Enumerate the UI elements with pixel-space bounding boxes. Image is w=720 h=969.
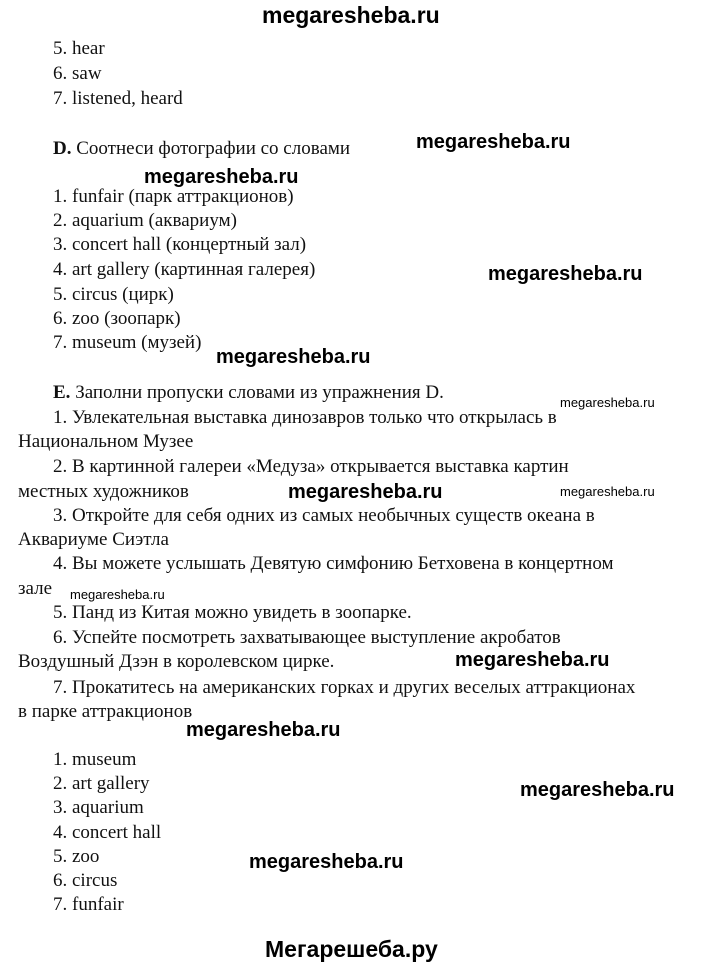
section-d-item: 3. concert hall (концертный зал) [53, 234, 307, 255]
section-e-answer: 4. concert hall [53, 822, 162, 843]
watermark: megaresheba.ru [186, 719, 341, 741]
section-d-item: 7. museum (музей) [53, 332, 202, 353]
prev-item: 7. listened, heard [53, 88, 183, 109]
page-header-watermark: megaresheba.ru [262, 2, 440, 28]
prev-item: 5. hear [53, 38, 105, 59]
watermark: megaresheba.ru [70, 587, 165, 602]
section-e-line: Аквариуме Сиэтла [18, 529, 169, 550]
section-e-answer: 7. funfair [53, 894, 124, 915]
section-e-answer: 3. aquarium [53, 797, 144, 818]
watermark: megaresheba.ru [216, 346, 371, 368]
watermark: megaresheba.ru [249, 851, 404, 873]
section-e-line: Национальном Музее [18, 431, 194, 452]
section-d-heading [53, 138, 350, 160]
watermark: megaresheba.ru [416, 131, 571, 153]
section-e-line: зале [18, 578, 53, 599]
watermark: megaresheba.ru [560, 395, 655, 410]
watermark: megaresheba.ru [144, 166, 299, 188]
section-e-answer: 2. art gallery [53, 773, 150, 794]
watermark: megaresheba.ru [520, 779, 675, 801]
section-e-line: 5. Панд из Китая можно увидеть в зоопарке. [53, 602, 412, 623]
section-e-line: 1. Увлекательная выставка динозавров только что открылась в [53, 407, 557, 428]
section-e-line: 4. Вы можете услышать Девятую симфонию Бетховена в концертном [53, 553, 614, 574]
section-d-item: 1. funfair (парк аттракционов) [53, 186, 294, 207]
section-e-heading [53, 382, 444, 404]
section-e-line: 2. В картинной галереи «Медуза» открывается выставка картин [53, 456, 569, 477]
section-d-item: 4. art gallery (картинная галерея) [53, 259, 316, 280]
page-footer-watermark: Мегарешеба.ру [265, 936, 438, 962]
watermark: megaresheba.ru [560, 484, 655, 499]
section-e-line: местных художников [18, 481, 189, 502]
section-d-item: 2. aquarium (аквариум) [53, 210, 237, 231]
section-d-title: Соотнеси фотографии со словами [76, 138, 351, 159]
section-e-letter: E. [53, 382, 71, 403]
section-d-letter: D. [53, 138, 72, 159]
section-d-item: 6. zoo (зоопарк) [53, 308, 181, 329]
section-e-title: Заполни пропуски словами из упражнения D. [75, 382, 444, 403]
watermark: megaresheba.ru [288, 481, 443, 503]
section-e-line: 7. Прокатитесь на американских горках и других веселых аттракционах [53, 677, 636, 698]
section-e-line: в парке аттракционов [18, 701, 193, 722]
section-e-line: 3. Откройте для себя одних из самых необычных существ океана в [53, 505, 595, 526]
watermark: megaresheba.ru [488, 263, 643, 285]
prev-item: 6. saw [53, 63, 102, 84]
watermark: megaresheba.ru [455, 649, 610, 671]
section-d-item: 5. circus (цирк) [53, 284, 174, 305]
section-e-line: 6. Успейте посмотреть захватывающее выступление акробатов [53, 627, 561, 648]
section-e-answer: 1. museum [53, 749, 137, 770]
section-e-line: Воздушный Дзэн в королевском цирке. [18, 651, 335, 672]
section-e-answer: 5. zoo [53, 846, 100, 867]
section-e-answer: 6. circus [53, 870, 118, 891]
